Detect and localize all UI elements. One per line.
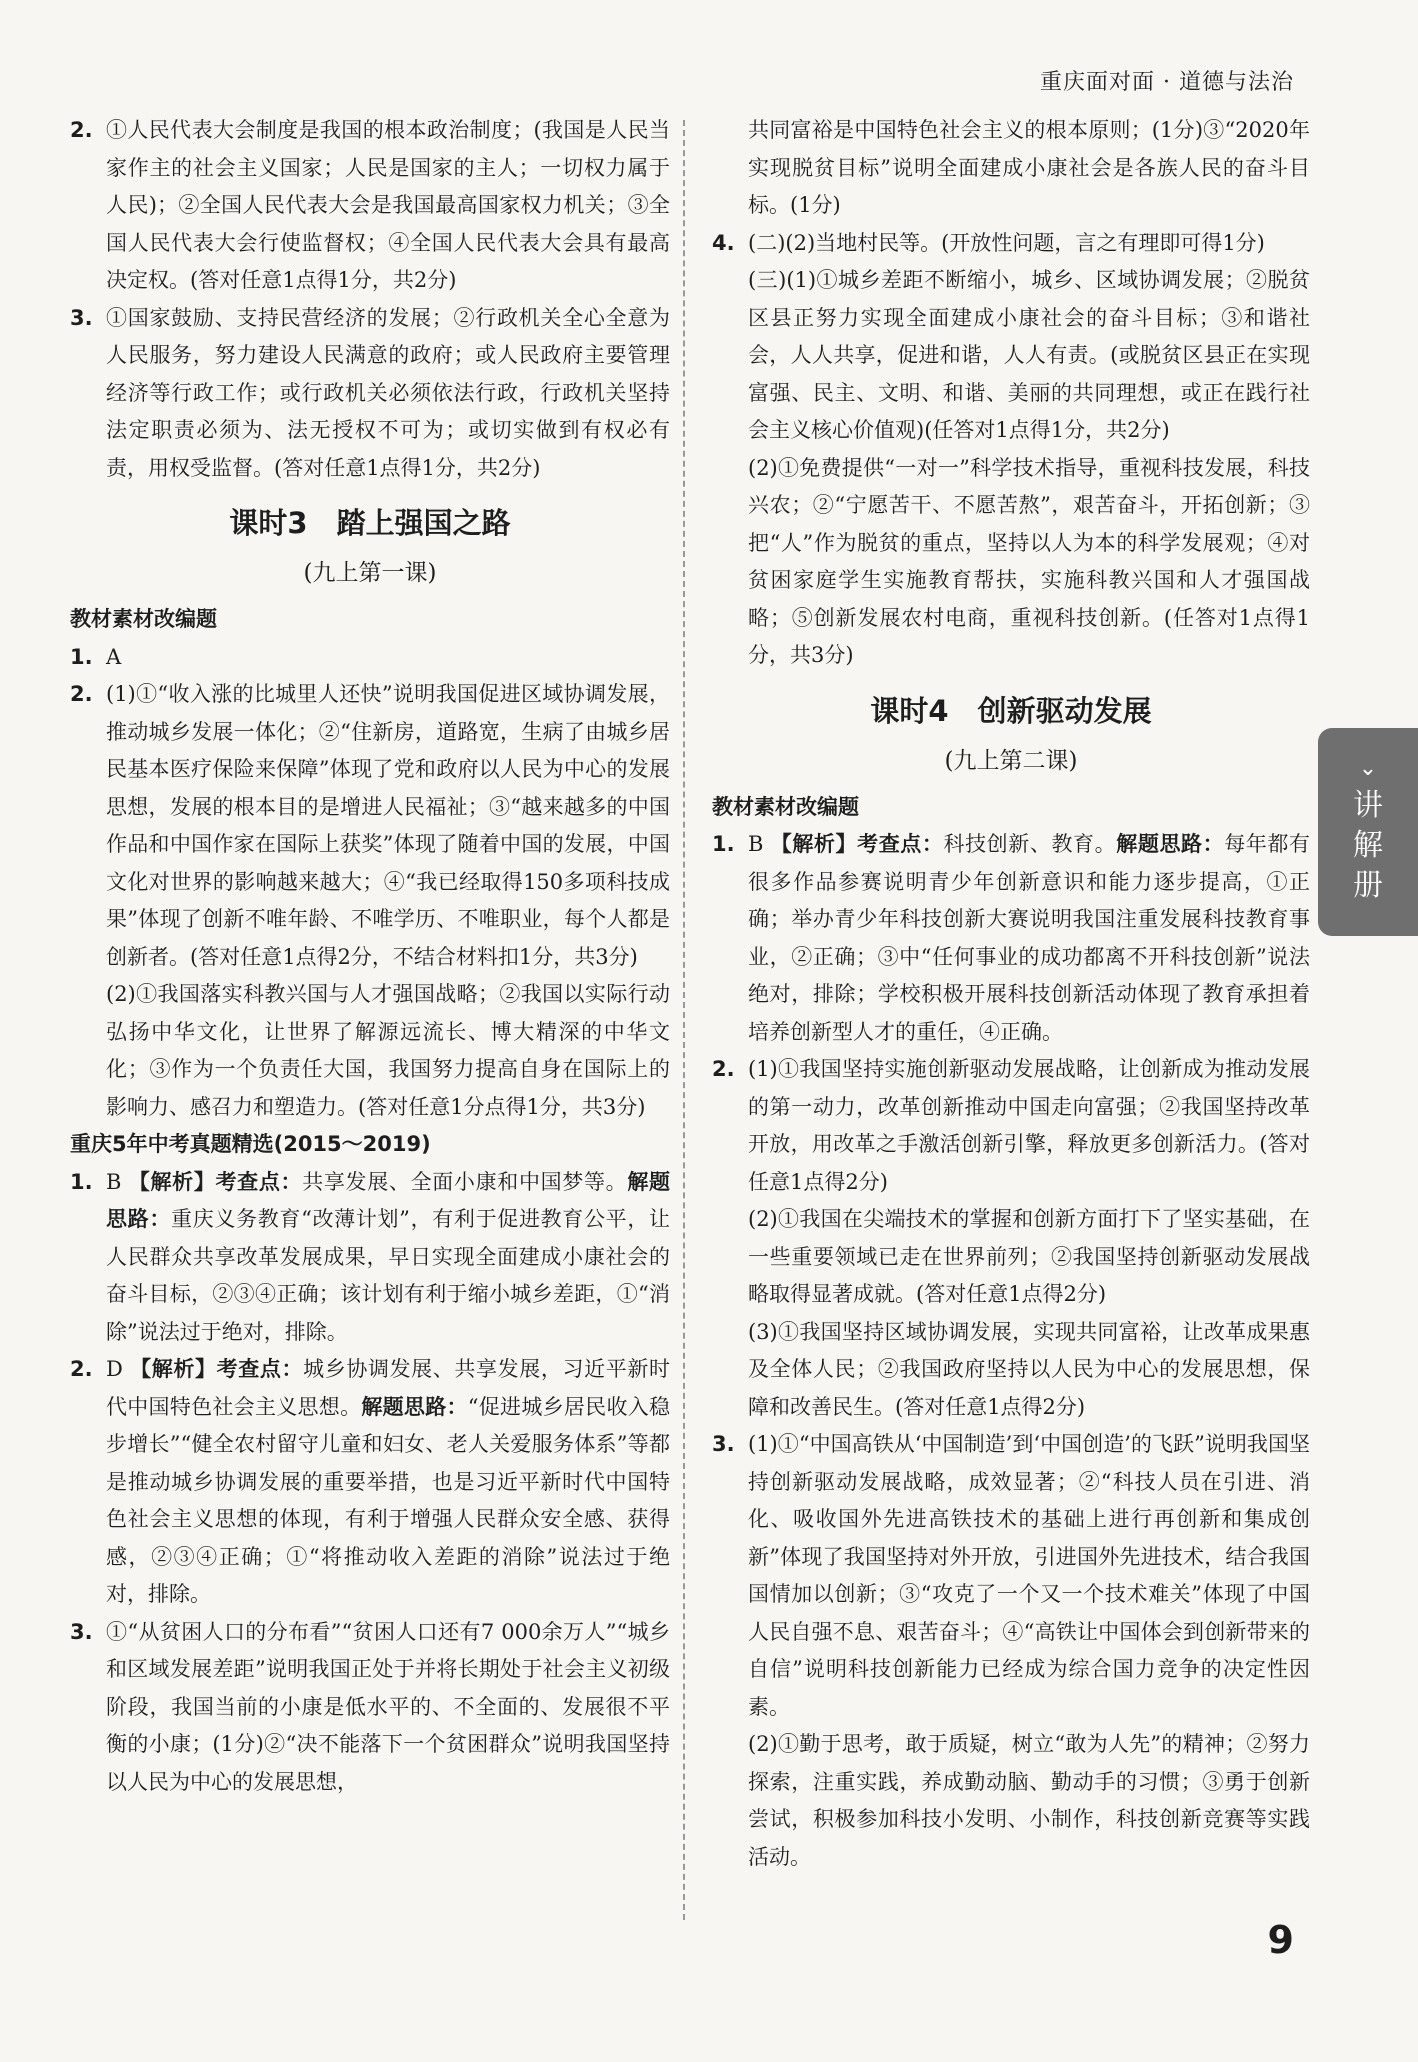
item-text: (1)①“收入涨的比城里人还快”说明我国促进区域协调发展，推动城乡发展一体化；②“住新房，道路宽，生病了由城乡居民基本医疗保险来保障”体现了党和政府以人民为中心的发展思想，发展的根本目的是增进人民福祉；③“越来越多的中国作品和中国作家在国际上获奖”体现了随着中国的发展，中国文化对世界的影响越来越大；④“我已经取得150多项科技成果”体现了创新不唯年龄、不唯学历、不唯职业，每个人都是创新者。(答对任意1点得2分，不结合材料扣1分，共3分) <box>106 682 670 969</box>
answer-item-1 <box>70 1164 670 1352</box>
item-number: 1. <box>712 832 735 856</box>
answer-letter: D <box>106 1357 123 1381</box>
item-number: 3. <box>712 1432 735 1456</box>
side-tab-char: 解 <box>1353 828 1383 863</box>
analysis-tag: 【解析】考查点： <box>770 832 944 856</box>
item-number: 3. <box>70 1619 93 1644</box>
answer-paragraph: (3)①我国坚持区域协调发展，实现共同富裕，让改革成果惠及全体人民；②我国政府坚持以人民为中心的发展思想，保障和改善民生。(答对任意1点得2分) <box>748 1319 1310 1419</box>
column-divider <box>683 120 685 1920</box>
answer-item-4 <box>712 225 1310 263</box>
answer-item-1 <box>70 639 670 677</box>
item-number: 2. <box>70 682 93 706</box>
answer-paragraph: (2)①我国在尖端技术的掌握和创新方面打下了坚实基础，在一些重要领域已走在世界前列；②我国坚持创新驱动发展战略取得显著成就。(答对任意1点得2分) <box>748 1207 1310 1306</box>
item-number: 1. <box>70 644 93 669</box>
section-heading-textbook: 教材素材改编题 <box>712 794 859 819</box>
item-text: (1)①我国坚持实施创新驱动发展战略，让创新成为推动发展的第一动力，改革创新推动中国走向富强；②我国坚持改革开放，用改革之手激活创新引擎，释放更多创新活力。(答对任意1点得2分) <box>748 1057 1310 1194</box>
reasoning-text: 每年都有很多作品参赛说明青少年创新意识和能力逐步提高，①正确；举办青少年科技创新大赛说明我国注重发展科技教育事业，②正确；③中“任何事业的成功都离不开科技创新”说法绝对，排除；学校积极开展科技创新活动体现了教育承担着培养创新型人才的重任，④正确。 <box>748 832 1311 1044</box>
reasoning-tag: 解题思路： <box>106 1169 671 1231</box>
item-number: 2. <box>70 118 93 142</box>
reasoning-text: 重庆义务教育“改薄计划”，有利于促进教育公平，让人民群众共享改革发展成果，早日实现全面建成小康社会的奋斗目标，②③④正确；该计划有利于缩小城乡差距，①“消除”说法过于绝对，排除。 <box>106 1207 670 1344</box>
lesson-4-title: 课时4 创新驱动发展 <box>870 693 1152 728</box>
item-number: 2. <box>712 1057 735 1081</box>
item-text: ①国家鼓励、支持民营经济的发展；②行政机关全心全意为人民服务，努力建设人民满意的政府；或人民政府主要管理经济等行政工作；或行政机关必须依法行政，行政机关坚持法定职责必须为、法无授权不可为；或切实做到有权必有责，用权受监督。(答对任意1点得1分，共2分) <box>106 305 670 480</box>
item-text: ①人民代表大会制度是我国的根本政治制度；(我国是人民当家作主的社会主义国家；人民是国家的主人；一切权力属于人民)；②全国人民代表大会是我国最高国家权力机关；③全国人民代表大会行使监督权；④全国人民代表大会具有最高决定权。(答对任意1点得1分，共2分) <box>106 118 670 292</box>
answer-paragraph-continued: 共同富裕是中国特色社会主义的根本原则；(1分)③“2020年实现脱贫目标”说明全面建成小康社会是各族人民的奋斗目标。(1分) <box>748 118 1310 217</box>
item-number: 3. <box>70 305 93 330</box>
item-text: ①“从贫困人口的分布看”“贫困人口还有7 000余万人”“城乡和区域发展差距”说明我国正处于并将长期处于社会主义初级阶段，我国当前的小康是低水平的、不全面的、发展很不平衡的小康；(1分)②“决不能落下一个贫困群众”说明我国坚持以人民为中心的发展思想， <box>106 1619 670 1794</box>
reasoning-tag: 解题思路： <box>361 1394 468 1419</box>
lesson-4-subtitle: (九上第二课) <box>944 747 1078 774</box>
answer-paragraph: (2)①免费提供“一对一”科学技术指导，重视科技发展，科技兴农；②“宁愿苦干、不愿苦熬”，艰苦奋斗，开拓创新；③把“人”作为脱贫的重点，坚持以人为本的科学发展观；④对贫困家庭学生实施教育帮扶，实施科教兴国和人才强国战略；⑤创新发展农村电商，重视科技创新。(任答对1点得1分，共3分) <box>748 455 1310 667</box>
answer-paragraph: (2)①勤于思考，敢于质疑，树立“敢为人先”的精神；②努力探索，注重实践，养成勤动脑、勤动手的习惯；③勇于创新尝试，积极参加科技小发明、小制作，科技创新竞赛等实践活动。 <box>748 1732 1310 1869</box>
answer-item-2 <box>70 112 670 300</box>
item-number: 1. <box>70 1169 93 1194</box>
analysis-text: 共享发展、全面小康和中国梦等。 <box>302 1169 628 1194</box>
item-number: 2. <box>70 1357 93 1381</box>
answer-item-2 <box>70 676 670 976</box>
analysis-text: 科技创新、教育。 <box>943 832 1117 856</box>
side-tab-char: 讲 <box>1353 788 1383 823</box>
lesson-3-title: 课时3 踏上强国之路 <box>229 506 511 540</box>
chevron-down-icon: ⌄ <box>1358 756 1378 781</box>
section-heading-exam: 重庆5年中考真题精选(2015～2019) <box>70 1132 431 1156</box>
item-number: 4. <box>712 230 735 255</box>
analysis-tag: 【解析】考查点： <box>128 1169 303 1194</box>
answer-item-3 <box>712 1426 1310 1726</box>
answer-item-2 <box>70 1351 670 1614</box>
item-text: (1)①“中国高铁从‘中国制造’到‘中国创造’的飞跃”说明我国坚持创新驱动发展战略，成效显著；②“科技人员在引进、消化、吸收国外先进高铁技术的基础上进行再创新和集成创新”体现了我国坚持对外开放，引进国外先进技术，结合我国国情加以创新；③“攻克了一个又一个技术难关”体现了中国人民自强不息、艰苦奋斗；④“高铁让中国体会到创新带来的自信”说明科技创新能力已经成为综合国力竞争的决定性因素。 <box>748 1432 1310 1719</box>
side-tab-char: 册 <box>1353 868 1383 903</box>
answer-paragraph: (2)①我国落实科教兴国与人才强国战略；②我国以实际行动弘扬中华文化，让世界了解源远流长、博大精深的中华文化；③作为一个负责任大国，我国努力提高自身在国际上的影响力、感召力和塑造力。(答对任意1分点得1分，共3分) <box>106 982 670 1119</box>
reasoning-tag: 解题思路： <box>1116 832 1225 856</box>
answer-item-3 <box>70 300 670 488</box>
section-heading-textbook: 教材素材改编题 <box>70 607 217 631</box>
section-side-tab <box>1318 728 1418 936</box>
item-text: A <box>106 644 122 669</box>
answer-item-2 <box>712 1051 1310 1201</box>
left-column <box>70 112 670 1801</box>
item-text: (二)(2)当地村民等。(开放性问题，言之有理即可得1分) <box>748 230 1265 255</box>
answer-letter: B <box>106 1169 122 1194</box>
answer-letter: B <box>748 832 764 856</box>
reasoning-text: “促进城乡居民收入稳步增长”“健全农村留守儿童和妇女、老人关爱服务体系”等都是推动城乡协调发展的重要举措，也是习近平新时代中国特色社会主义思想的体现，有利于增强人民群众安全感、获得感，②③④正确；①“将推动收入差距的消除”说法过于绝对，排除。 <box>106 1394 671 1606</box>
lesson-3-subtitle: (九上第一课) <box>303 560 437 586</box>
answer-item-3 <box>70 1614 670 1802</box>
page-number: 9 <box>1267 1918 1294 1962</box>
answer-item-1 <box>712 826 1310 1051</box>
analysis-tag: 【解析】考查点： <box>130 1357 304 1381</box>
answer-paragraph: (三)(1)①城乡差距不断缩小，城乡、区域协调发展；②脱贫区县正努力实现全面建成小康社会的奋斗目标；③和谐社会，人人共享，促进和谐，人人有责。(或脱贫区县正在实现富强、民主、文明、和谐、美丽的共同理想，或正在践行社会主义核心价值观)(任答对1点得1分，共2分) <box>748 268 1310 442</box>
running-header: 重庆面对面 · 道德与法治 <box>1040 70 1294 95</box>
analysis-text: 城乡协调发展、共享发展，习近平新时代中国特色社会主义思想。 <box>106 1357 670 1419</box>
right-column <box>712 112 1310 1876</box>
